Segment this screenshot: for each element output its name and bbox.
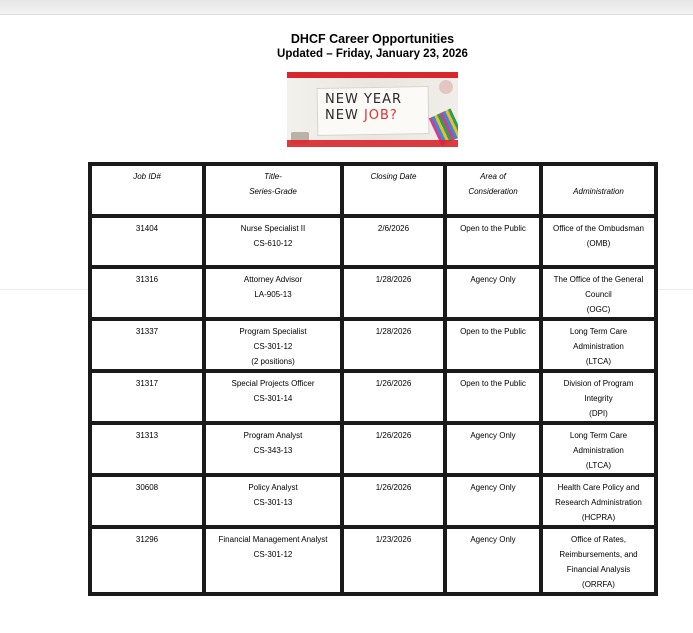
administration-cell-line: (OGC) (586, 305, 611, 314)
table-row (92, 218, 654, 265)
banner-word-year: YEAR (363, 92, 403, 107)
administration-cell (543, 218, 654, 265)
browser-top-bar (0, 0, 693, 15)
job-title-cell (206, 218, 340, 265)
job-title-cell (206, 321, 340, 369)
job-title-cell (206, 477, 340, 525)
job-title-cell-line: Special Projects Officer (231, 379, 315, 388)
header-title-line-2: Series-Grade (249, 187, 297, 196)
job-title-cell-line: Program Specialist (239, 327, 307, 336)
administration-cell (543, 529, 654, 592)
banner-red-stripe-top (287, 72, 458, 78)
administration-cell-line: (LTCA) (585, 461, 612, 470)
administration-cell-line: The Office of the General (553, 275, 644, 284)
administration-cell-line: (HCPRA) (581, 513, 616, 522)
header-area (447, 166, 539, 214)
job-title-cell-line: (2 positions) (251, 357, 295, 366)
header-area-line-2: Consideration (468, 187, 518, 196)
job-title-cell (206, 373, 340, 421)
job-id-cell: 31316 (92, 269, 202, 317)
header-area-line-1: Area of (480, 172, 506, 181)
job-id-cell: 31317 (92, 373, 202, 421)
administration-cell (543, 425, 654, 473)
administration-cell-line: (LTCA) (585, 357, 612, 366)
table-row (92, 477, 654, 525)
administration-cell-line: Administration (573, 342, 624, 351)
administration-cell-line: (OMB) (586, 239, 611, 248)
header-job-id: Job ID# (92, 166, 202, 214)
job-title-cell (206, 269, 340, 317)
banner-word-job: JOB? (363, 108, 398, 123)
job-title-cell-line: CS-301-13 (253, 498, 293, 507)
area-cell: Agency Only (447, 477, 539, 525)
table-row (92, 425, 654, 473)
table-row (92, 269, 654, 317)
job-title-cell-line: Nurse Specialist II (240, 224, 306, 233)
header-closing-date: Closing Date (344, 166, 443, 214)
job-id-cell: 31404 (92, 218, 202, 265)
job-title-cell-line: CS-610-12 (253, 239, 293, 248)
area-cell: Agency Only (447, 269, 539, 317)
closing-date-cell: 2/6/2026 (344, 218, 443, 265)
area-cell: Agency Only (447, 529, 539, 592)
job-title-cell-line: CS-301-12 (253, 342, 293, 351)
administration-cell-line: Financial Analysis (566, 565, 631, 574)
administration-cell-line: Council (585, 290, 612, 299)
header-administration: Administration (543, 166, 654, 214)
banner-line-1 (325, 92, 402, 107)
page-subtitle: Updated – Friday, January 23, 2026 (277, 48, 468, 60)
job-id-cell: 31337 (92, 321, 202, 369)
area-cell: Agency Only (447, 425, 539, 473)
table-header-row (92, 166, 654, 214)
administration-cell-line: (DPI) (589, 409, 608, 418)
job-title-cell (206, 425, 340, 473)
closing-date-cell: 1/28/2026 (344, 269, 443, 317)
area-cell: Open to the Public (447, 321, 539, 369)
job-listings-table (88, 162, 658, 596)
banner-red-stripe-bottom (287, 140, 458, 147)
administration-cell-line: Reimbursements, and (559, 550, 638, 559)
administration-cell-line: Integrity (584, 394, 613, 403)
administration-cell (543, 373, 654, 421)
administration-cell-line: Research Administration (555, 498, 642, 507)
job-id-cell: 31313 (92, 425, 202, 473)
job-title-cell-line: Financial Management Analyst (218, 535, 328, 544)
administration-cell (543, 477, 654, 525)
closing-date-cell: 1/26/2026 (344, 477, 443, 525)
administration-cell-line: Long Term Care (569, 431, 628, 440)
closing-date-cell: 1/26/2026 (344, 373, 443, 421)
job-title-cell-line: Program Analyst (243, 431, 303, 440)
page-title: DHCF Career Opportunities (290, 32, 455, 46)
job-title-cell-line: Policy Analyst (248, 483, 298, 492)
administration-cell-line: Health Care Policy and (557, 483, 640, 492)
administration-cell-line: (ORRFA) (582, 580, 615, 589)
banner-word-new-1: NEW (325, 92, 364, 107)
table-row (92, 529, 654, 592)
closing-date-cell: 1/28/2026 (344, 321, 443, 369)
closing-date-cell: 1/26/2026 (344, 425, 443, 473)
closing-date-cell: 1/23/2026 (344, 529, 443, 592)
job-id-cell: 30608 (92, 477, 202, 525)
job-title-cell-line: CS-343-13 (253, 446, 293, 455)
header-title-line-1: Title- (264, 172, 282, 181)
administration-cell-line: Office of Rates, (571, 535, 626, 544)
job-id-cell: 31296 (92, 529, 202, 592)
table-row (92, 373, 654, 421)
job-title-cell-line: Attorney Advisor (243, 275, 303, 284)
page-header (0, 32, 693, 61)
administration-cell-line: Division of Program (563, 379, 634, 388)
administration-cell (543, 269, 654, 317)
area-cell: Open to the Public (447, 373, 539, 421)
header-title (206, 166, 340, 214)
administration-cell-line: Office of the Ombudsman (552, 224, 644, 233)
table-row (92, 321, 654, 369)
job-title-cell-line: LA-905-13 (254, 290, 292, 299)
area-cell: Open to the Public (447, 218, 539, 265)
banner-word-new-2: NEW (325, 108, 364, 123)
job-title-cell-line: CS-301-12 (253, 550, 293, 559)
banner-line-2 (325, 108, 398, 123)
ornament-icon (439, 80, 453, 94)
administration-cell (543, 321, 654, 369)
new-year-banner-image (287, 72, 458, 147)
job-title-cell (206, 529, 340, 592)
job-title-cell-line: CS-301-14 (253, 394, 293, 403)
administration-cell-line: Long Term Care (569, 327, 628, 336)
administration-cell-line: Administration (573, 446, 624, 455)
